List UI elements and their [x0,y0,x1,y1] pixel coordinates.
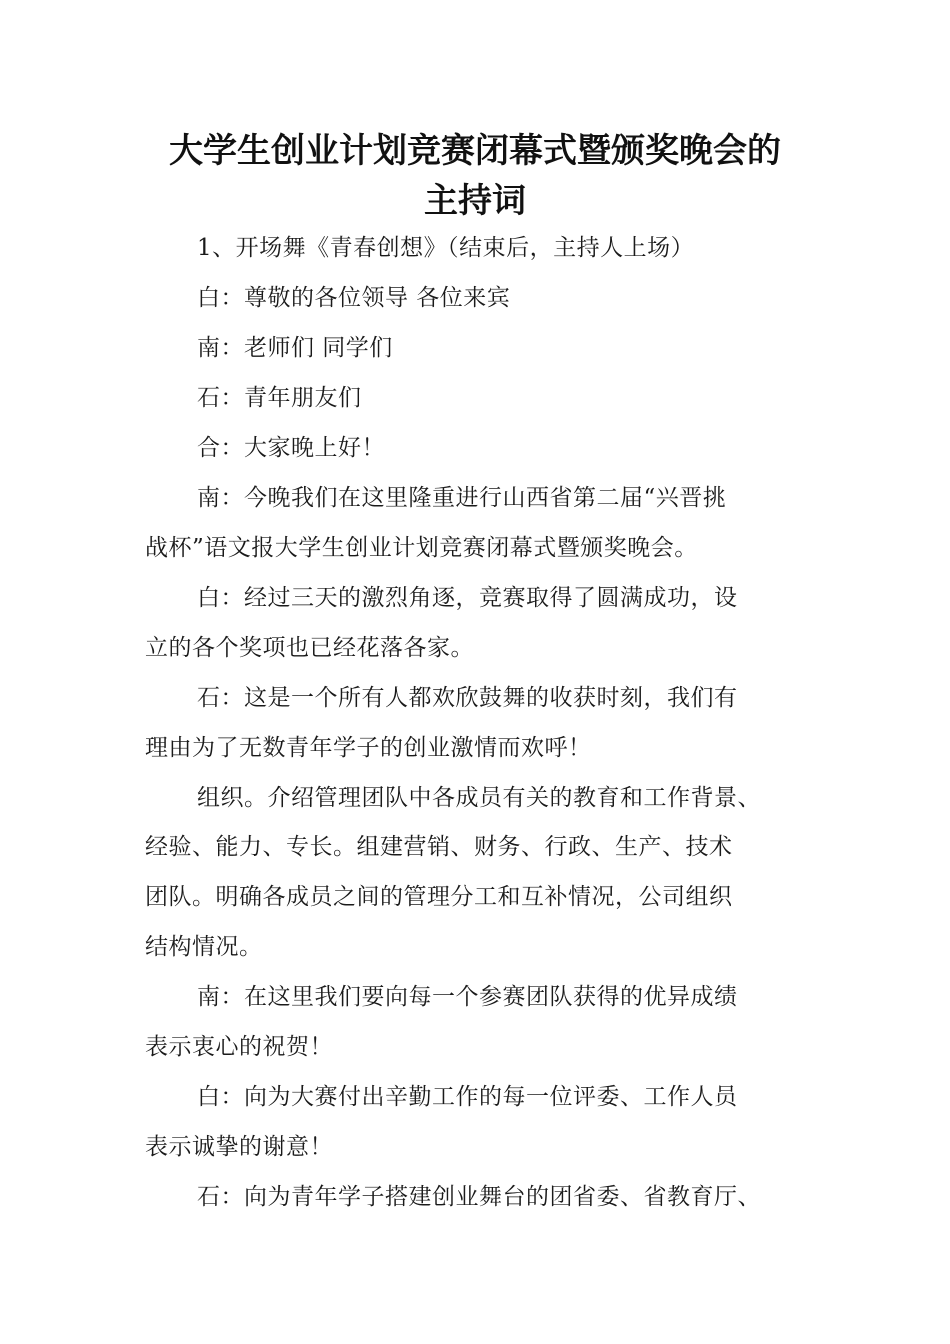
paragraph-line-continued: 经验、能力、专长。组建营销、财务、行政、生产、技术 [145,834,733,860]
dialogue-line: 南：在这里我们要向每一个参赛团队获得的优异成绩 [197,984,738,1010]
dialogue-line: 南：老师们 同学们 [197,335,393,361]
document-title-line-2: 主持词 [424,181,526,221]
paragraph-line: 组织。介绍管理团队中各成员有关的教育和工作背景、 [197,785,761,811]
dialogue-line: 白：尊敬的各位领导 各位来宾 [197,285,511,311]
dialogue-line: 白：向为大赛付出辛勤工作的每一位评委、工作人员 [197,1084,738,1110]
dialogue-line: 石：青年朋友们 [197,385,362,411]
dialogue-line: 合：大家晚上好！ [197,435,385,461]
dialogue-line: 南：今晚我们在这里隆重进行山西省第二届“兴晋挑 [197,485,727,511]
dialogue-line-continued: 表示衷心的祝贺！ [145,1034,333,1060]
dialogue-line-continued: 战杯”语文报大学生创业计划竞赛闭幕式暨颁奖晚会。 [145,535,698,561]
dialogue-line-continued: 立的各个奖项也已经花落各家。 [145,635,474,661]
paragraph-line-continued: 团队。明确各成员之间的管理分工和互补情况，公司组织 [145,884,733,910]
document-title-line-1: 大学生创业计划竞赛闭幕式暨颁奖晚会的 [169,131,781,171]
paragraph-line-continued: 结构情况。 [145,934,263,960]
program-item: 1、开场舞《青春创想》（结束后，主持人上场） [197,235,695,261]
dialogue-line: 白：经过三天的激烈角逐，竞赛取得了圆满成功，设 [197,585,738,611]
dialogue-line-continued: 表示诚挚的谢意！ [145,1134,333,1160]
dialogue-line: 石：向为青年学子搭建创业舞台的团省委、省教育厅、 [197,1184,761,1210]
dialogue-line: 石：这是一个所有人都欢欣鼓舞的收获时刻，我们有 [197,685,738,711]
dialogue-line-continued: 理由为了无数青年学子的创业激情而欢呼！ [145,735,592,761]
